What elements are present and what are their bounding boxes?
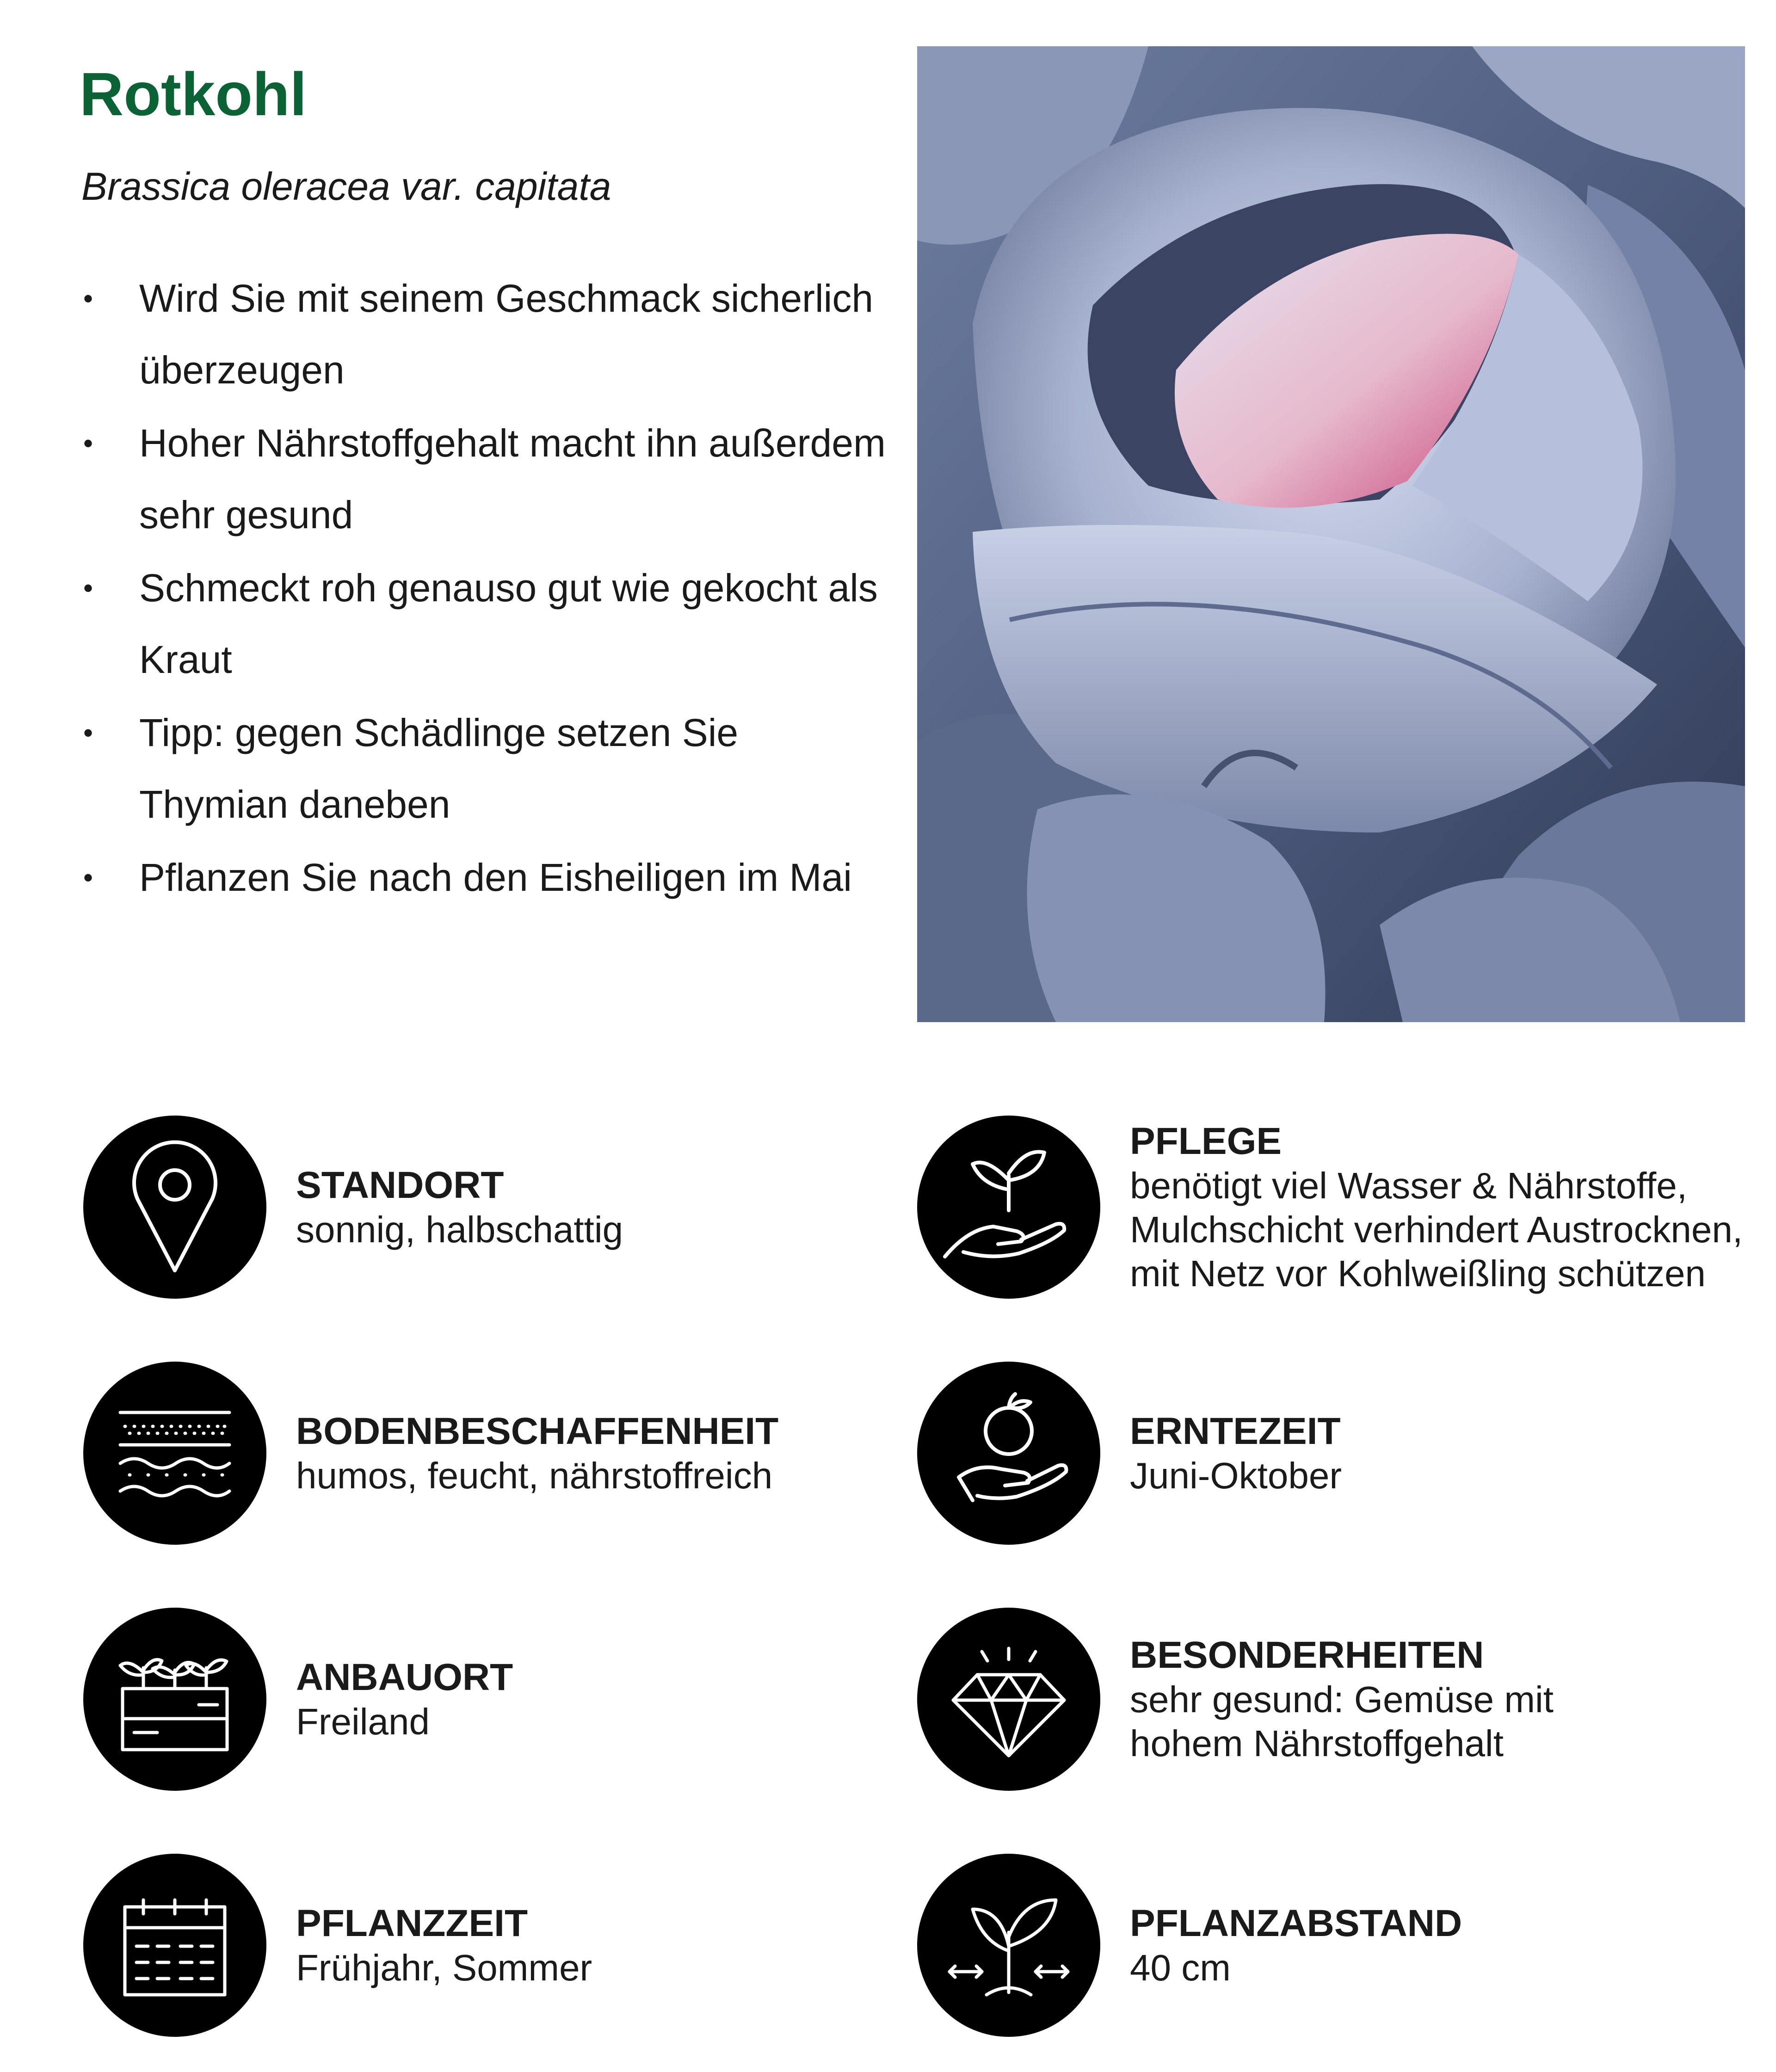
feature-label: ERNTEZEIT [1130,1410,1341,1452]
feature-value: Freiland [296,1701,430,1742]
map-pin-icon [83,1116,266,1299]
hand-seedling-icon [917,1116,1100,1299]
feature-label: STANDORT [296,1164,504,1206]
page-title: Rotkohl [80,60,307,128]
feature-value: sehr gesund: Gemüse mit hohem Nährstoffgehalt [1130,1679,1554,1764]
bullet-marker: • [83,717,93,748]
diamond-icon [917,1608,1100,1791]
bullet-marker: • [83,428,93,459]
calendar-icon [83,1854,266,2037]
feature-erntezeit [917,1362,1773,1556]
bullet-item [81,407,895,551]
bullet-marker: • [83,573,93,604]
feature-standort [83,1116,939,1310]
bullet-text: Pflanzen Sie nach den Eisheiligen im Mai [139,856,852,899]
bullet-marker: • [83,283,93,314]
bullet-item [81,697,895,840]
feature-value: 40 cm [1130,1947,1231,1988]
feature-label: BESONDERHEITEN [1130,1634,1484,1676]
botanical-name: Brassica oleracea var. capitata [81,165,611,208]
bullet-text: Hoher Nährstoffgehalt macht ihn außerdem sehr gesund [139,421,886,536]
feature-label: PFLEGE [1130,1120,1282,1162]
bullet-item [81,263,895,406]
feature-value: benötigt viel Wasser & Nährstoffe, Mulchschicht verhindert Austrocknen, mit Netz vor Kohlweißling schützen [1130,1165,1743,1294]
bullet-text: Wird Sie mit seinem Geschmack sicherlich überzeugen [139,277,874,392]
feature-value: Frühjahr, Sommer [296,1947,592,1988]
feature-label: ANBAUORT [296,1656,513,1698]
feature-value: humos, feucht, nährstoffreich [296,1455,773,1496]
feature-value: Juni-Oktober [1130,1455,1342,1496]
feature-value: sonnig, halbschattig [296,1209,623,1250]
feature-label: PFLANZZEIT [296,1902,528,1944]
feature-besonderheiten [917,1608,1773,1802]
plant-spacing-icon [917,1854,1100,2037]
feature-bullet-list [81,263,895,913]
bullet-item [81,842,895,913]
feature-pflege [917,1116,1773,1310]
feature-anbauort [83,1608,939,1802]
feature-label: PFLANZABSTAND [1130,1902,1462,1944]
planter-box-icon [83,1608,266,1791]
bullet-text: Schmeckt roh genauso gut wie gekocht als Kraut [139,566,878,681]
bullet-item [81,552,895,696]
hand-apple-icon [917,1362,1100,1545]
feature-pflanzzeit [83,1854,939,2048]
bullet-marker: • [83,862,93,893]
feature-pflanzabstand [917,1854,1773,2048]
feature-label: BODENBESCHAFFENHEIT [296,1410,779,1452]
soil-layers-icon [83,1362,266,1545]
feature-bodenbeschaffenheit [83,1362,939,1556]
red-cabbage-photo [917,46,1745,1022]
bullet-text: Tipp: gegen Schädlinge setzen Sie Thymian daneben [139,711,739,826]
